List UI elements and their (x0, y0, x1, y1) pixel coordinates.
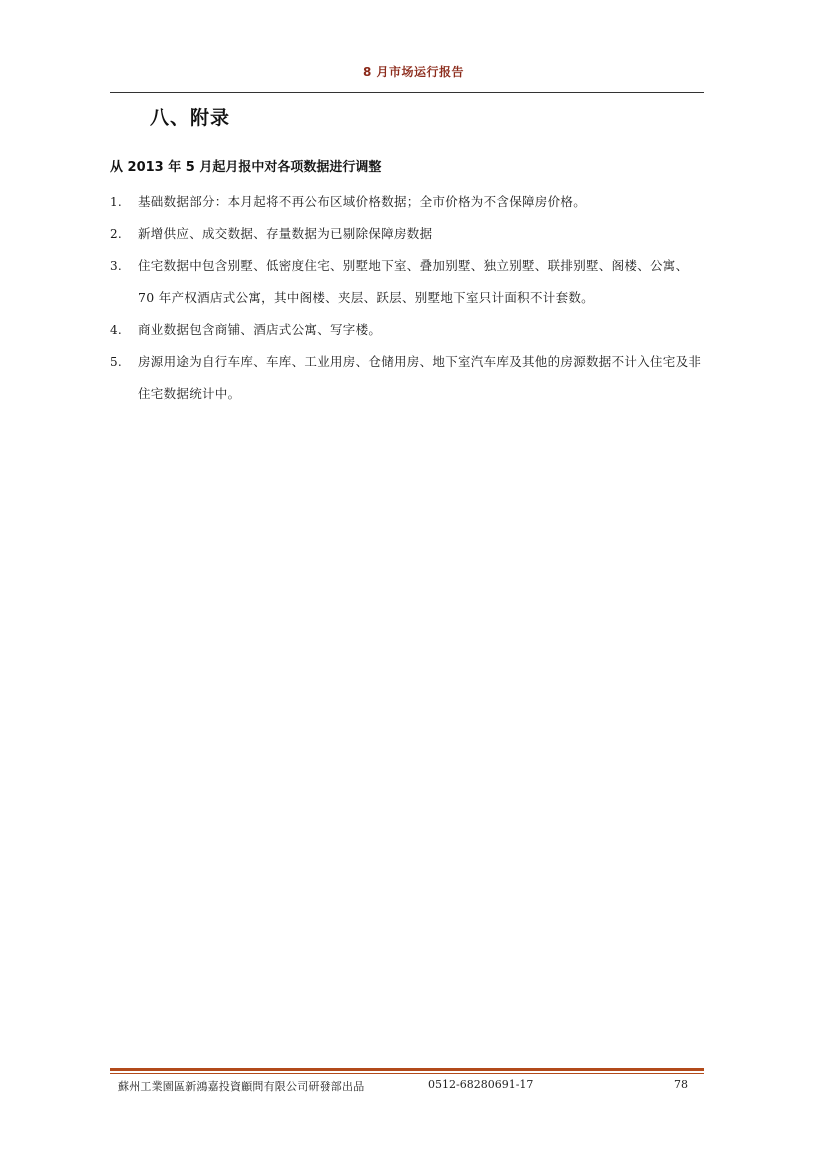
list-item-number: 4. (110, 323, 123, 337)
list-item-text: 房源用途为自行车库、车库、工业用房、仓储用房、地下室汽车库及其他的房源数据不计入住宅及非住宅数据统计中。 (138, 354, 702, 401)
list-item-text: 商业数据包含商铺、酒店式公寓、写字楼。 (138, 322, 382, 337)
footer-divider-thin (110, 1073, 704, 1074)
section-heading: 八、附录 (150, 107, 231, 129)
list-item (110, 346, 704, 410)
list-item-text: 新增供应、成交数据、存量数据为已剔除保障房数据 (138, 226, 433, 241)
section-intro: 从 2013 年 5 月起月报中对各项数据进行调整 (110, 160, 382, 175)
list-item (110, 186, 704, 218)
footer-divider-thick (110, 1068, 704, 1071)
list-item-number: 1. (110, 195, 123, 209)
header-divider (110, 92, 704, 93)
list-item-text: 基础数据部分：本月起将不再公布区域价格数据；全市价格为不含保障房价格。 (138, 194, 587, 209)
footer-company: 蘇州工業園區新鴻嘉投資顧問有限公司研發部出品 (118, 1080, 365, 1093)
footer-phone: 0512-68280691-17 (428, 1078, 534, 1091)
page-number: 78 (674, 1078, 688, 1091)
list-item-number: 5. (110, 355, 123, 369)
list-item (110, 218, 704, 250)
list-item (110, 250, 704, 314)
adjustment-list (110, 186, 704, 410)
list-item-text: 住宅数据中包含别墅、低密度住宅、别墅地下室、叠加别墅、独立别墅、联排别墅、阁楼、公寓、70 年产权酒店式公寓，其中阁楼、夹层、跃层、别墅地下室只计面积不计套数。 (138, 258, 689, 305)
list-item (110, 314, 704, 346)
list-item-number: 2. (110, 227, 123, 241)
page-header-title: 8 月市场运行报告 (362, 65, 465, 79)
list-item-number: 3. (110, 259, 123, 273)
